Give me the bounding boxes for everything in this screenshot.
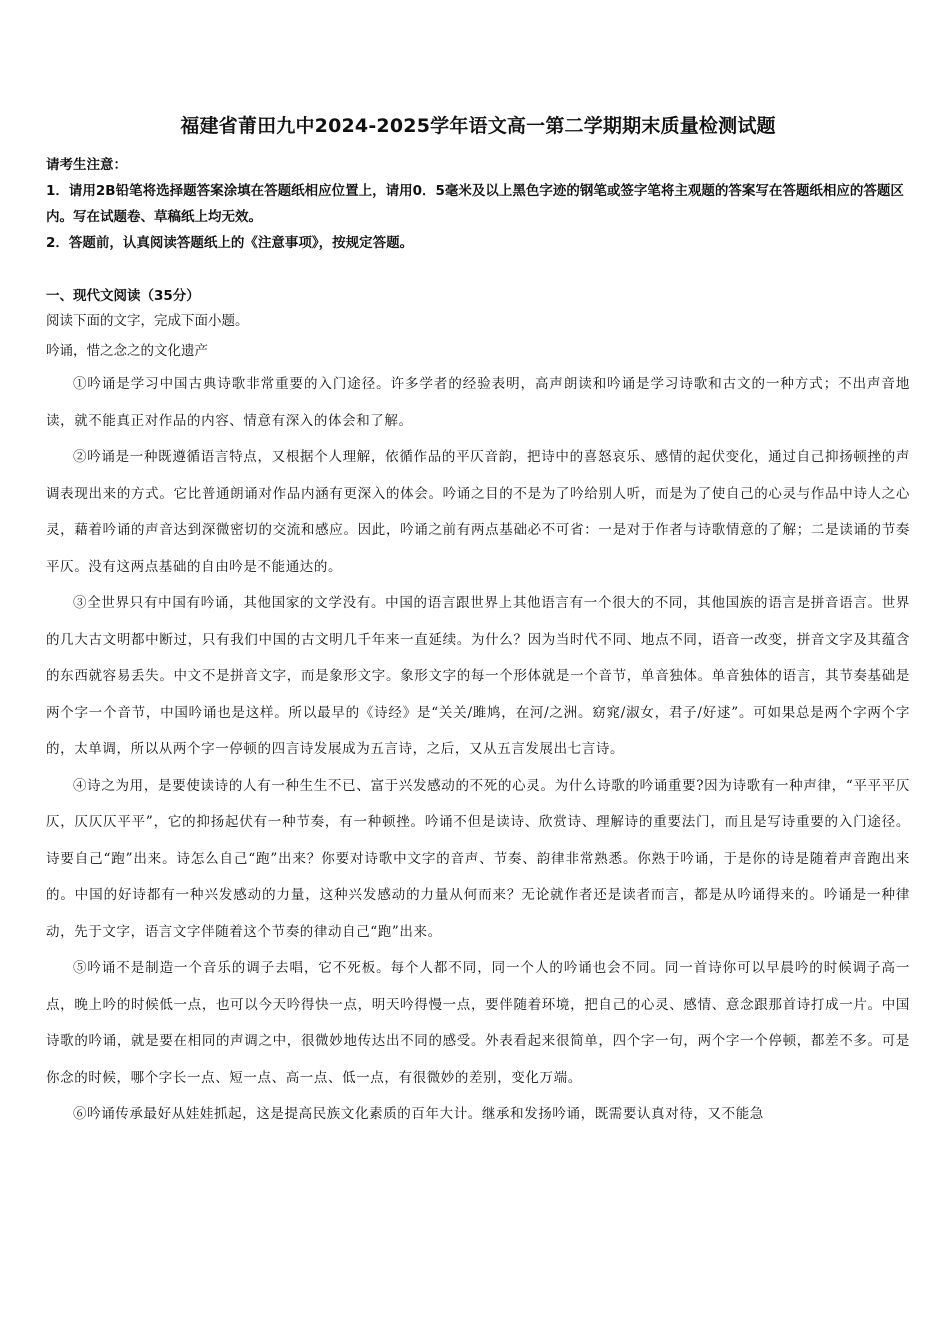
article-body xyxy=(46,366,910,1133)
candidate-notice xyxy=(46,152,910,256)
paragraph-4: ④诗之为用，是要使读诗的人有一种生生不已、富于兴发感动的不死的心灵。为什么诗歌的吟诵重要?因为诗歌有一种声律，“平平平仄仄，仄仄仄平平”，它的抑扬起伏有一种节奏，有一种顿挫。吟诵不但是读诗、欣赏诗、理解诗的重要法门，而且是写诗重要的入门途径。诗要自己“跑”出来。诗怎么自己“跑”出来？你要对诗歌中文字的音声、节奏、韵律非常熟悉。你熟于吟诵，于是你的诗是随着声音跑出来的。中国的好诗都有一种兴发感动的力量，这种兴发感动的力量从何而来？无论就作者还是读者而言，都是从吟诵得来的。吟诵是一种律动，先于文字，语言文字伴随着这个节奏的律动自己“跑”出来。 xyxy=(46,777,910,940)
paragraph-1: ①吟诵是学习中国古典诗歌非常重要的入门途径。许多学者的经验表明，高声朗读和吟诵是学习诗歌和古文的一种方式；不出声音地读，就不能真正对作品的内容、情意有深入的体会和了解。 xyxy=(46,376,910,429)
notice-item-1: 1．请用2B铅笔将选择题答案涂填在答题纸相应位置上，请用0．5毫米及以上黑色字迹的钢笔或签字笔将主观题的答案写在答题纸相应的答题区内。写在试题卷、草稿纸上均无效。 xyxy=(46,183,904,225)
paragraph-5: ⑤吟诵不是制造一个音乐的调子去唱，它不死板。每个人都不同，同一个人的吟诵也会不同。同一首诗你可以早晨吟的时候调子高一点，晚上吟的时候低一点，也可以今天吟得快一点，明天吟得慢一点，要伴随着环境，把自己的心灵、感情、意念跟那首诗打成一片。中国诗歌的吟诵，就是要在相同的声调之中，很微妙地传达出不同的感受。外表看起来很简单，四个字一句，两个字一个停顿，都差不多。可是你念的时候，哪个字长一点、短一点、高一点、低一点，有很微妙的差别，变化万端。 xyxy=(46,960,910,1086)
section-instruction: 阅读下面的文字，完成下面小题。 xyxy=(46,313,249,329)
notice-heading: 请考生注意： xyxy=(46,157,127,173)
paragraph-6: ⑥吟诵传承最好从娃娃抓起，这是提高民族文化素质的百年大计。继承和发扬吟诵，既需要认真对待，又不能急 xyxy=(73,1106,764,1122)
paragraph-3: ③全世界只有中国有吟诵，其他国家的文学没有。中国的语言跟世界上其他语言有一个很大的不同，其他国族的语言是拼音语言。世界的几大古文明都中断过，只有我们中国的古文明几千年来一直延续。为什么？因为当时代不同、地点不同，语音一改变，拼音文字及其蕴含的东西就容易丢失。中文不是拼音文字，而是象形文字。象形文字的每一个形体就是一个音节，单音独体。单音独体的语言，其节奏基础是两个字一个音节，中国吟诵也是这样。所以最早的《诗经》是“关关/雎鸠，在河/之洲。窈窕/淑女，君子/好逑”。可如果总是两个字两个字的，太单调，所以从两个字一停顿的四言诗发展成为五言诗，之后，又从五言发展出七言诗。 xyxy=(46,595,910,757)
notice-item-2: 2．答题前，认真阅读答题纸上的《注意事项》，按规定答题。 xyxy=(46,235,414,251)
article-title: 吟诵，惜之念之的文化遗产 xyxy=(46,343,208,359)
exam-title: 福建省莆田九中2024-2025学年语文高一第二学期期末质量检测试题 xyxy=(180,115,776,137)
section-heading: 一、现代文阅读（35分） xyxy=(46,288,200,304)
paragraph-2: ②吟诵是一种既遵循语言特点，又根据个人理解，依循作品的平仄音韵，把诗中的喜怒哀乐、感情的起伏变化，通过自己抑扬顿挫的声调表现出来的方式。它比普通朗诵对作品内涵有更深入的体会。吟诵之目的不是为了吟给别人听，而是为了使自己的心灵与作品中诗人之心灵，藉着吟诵的声音达到深微密切的交流和感应。因此，吟诵之前有两点基础必不可省：一是对于作者与诗歌情意的了解；二是读诵的节奏平仄。没有这两点基础的自由吟是不能通达的。 xyxy=(46,449,910,575)
